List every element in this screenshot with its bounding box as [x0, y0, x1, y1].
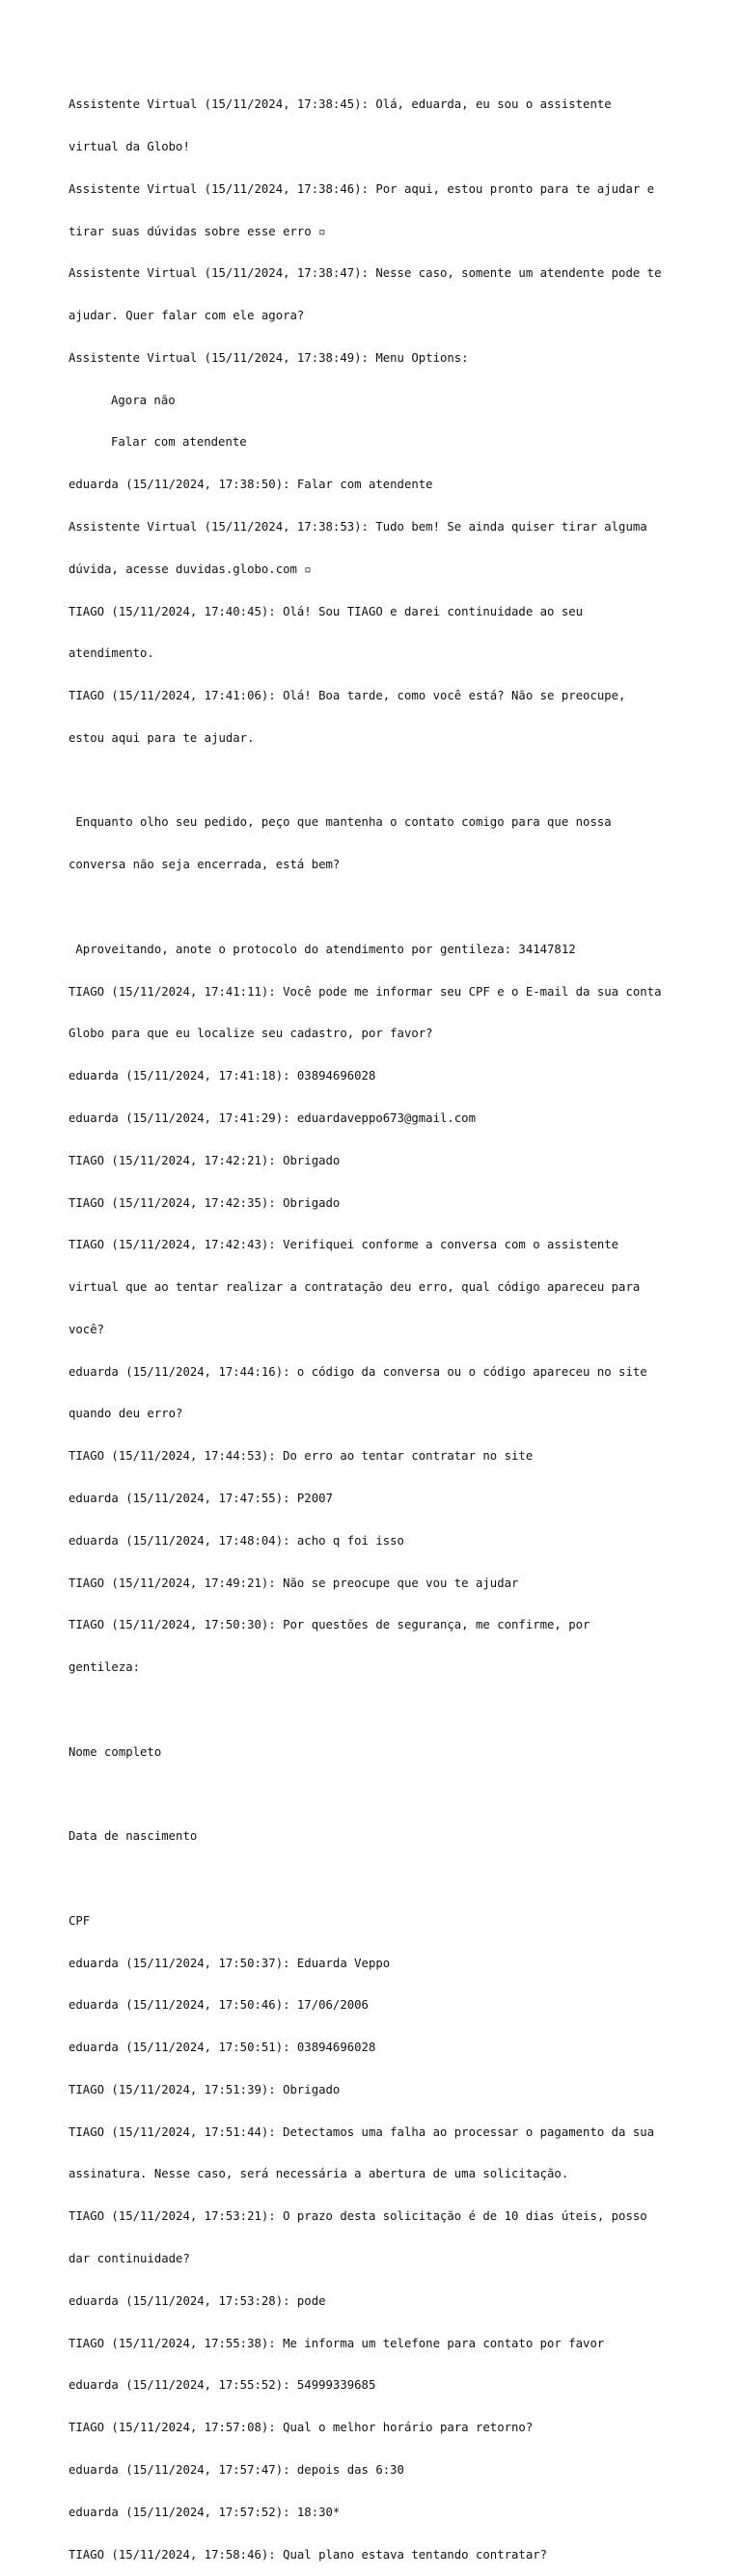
- transcript-line: TIAGO (15/11/2024, 17:41:06): Olá! Boa tarde, como você está? Não se preocupe,: [69, 689, 626, 703]
- transcript-line: assinatura. Nesse caso, será necessária a abertura de uma solicitação.: [69, 2167, 569, 2181]
- transcript-line: TIAGO (15/11/2024, 17:42:35): Obrigado: [69, 1195, 341, 1210]
- transcript-line: eduarda (15/11/2024, 17:57:52): 18:30*: [69, 2505, 341, 2519]
- transcript-line: eduarda (15/11/2024, 17:48:04): acho q foi isso: [69, 1533, 404, 1548]
- transcript-line: virtual que ao tentar realizar a contratação deu erro, qual código apareceu para: [69, 1280, 641, 1295]
- blank-line: [69, 900, 686, 915]
- transcript-line: eduarda (15/11/2024, 17:50:51): 03894696028: [69, 2041, 376, 2055]
- transcript-line: eduarda (15/11/2024, 17:57:47): depois das 6:30: [69, 2462, 404, 2477]
- transcript-line: estou aqui para te ajudar.: [69, 730, 255, 745]
- transcript-line: Assistente Virtual (15/11/2024, 17:38:45): Olá, eduarda, eu sou o assistente: [69, 97, 612, 112]
- transcript-line: eduarda (15/11/2024, 17:41:18): 03894696028: [69, 1069, 376, 1083]
- transcript-line: eduarda (15/11/2024, 17:44:16): o código da conversa ou o código apareceu no site: [69, 1364, 647, 1379]
- transcript-line: eduarda (15/11/2024, 17:47:55): P2007: [69, 1491, 333, 1505]
- menu-option-agora-nao: Agora não: [111, 393, 176, 407]
- transcript-line: TIAGO (15/11/2024, 17:40:45): Olá! Sou TIAGO e darei continuidade ao seu: [69, 604, 584, 618]
- transcript-line: TIAGO (15/11/2024, 17:58:46): Qual plano estava tentando contratar?: [69, 2547, 548, 2562]
- transcript-line: dar continuidade?: [69, 2252, 190, 2266]
- chat-transcript: [69, 69, 686, 2576]
- transcript-line: gentileza:: [69, 1660, 141, 1675]
- transcript-line: TIAGO (15/11/2024, 17:55:38): Me informa um telefone para contato por favor: [69, 2336, 605, 2350]
- transcript-line: quando deu erro?: [69, 1407, 183, 1421]
- transcript-line: eduarda (15/11/2024, 17:38:50): Falar com atendente: [69, 478, 433, 492]
- transcript-line: Data de nascimento: [69, 1829, 198, 1844]
- transcript-line: atendimento.: [69, 646, 154, 661]
- transcript-line: eduarda (15/11/2024, 17:55:52): 54999339685: [69, 2378, 376, 2393]
- transcript-line: você?: [69, 1322, 105, 1336]
- transcript-line: Assistente Virtual (15/11/2024, 17:38:46): Por aqui, estou pronto para te ajudar e: [69, 181, 655, 196]
- transcript-line: eduarda (15/11/2024, 17:50:46): 17/06/2006: [69, 1998, 369, 2013]
- transcript-line: conversa não seja encerrada, está bem?: [69, 858, 341, 872]
- blank-line: [69, 1787, 686, 1801]
- transcript-line: TIAGO (15/11/2024, 17:44:53): Do erro ao tentar contratar no site: [69, 1449, 534, 1464]
- transcript-line: TIAGO (15/11/2024, 17:57:08): Qual o melhor horário para retorno?: [69, 2421, 534, 2435]
- blank-line: [69, 1872, 686, 1886]
- transcript-line: tirar suas dúvidas sobre esse erro ▫: [69, 224, 326, 238]
- transcript-line: CPF: [69, 1913, 91, 1928]
- transcript-line: Nome completo: [69, 1744, 162, 1759]
- blank-line: [69, 774, 686, 788]
- transcript-line: TIAGO (15/11/2024, 17:51:44): Detectamos uma falha ao processar o pagamento da sua: [69, 2124, 655, 2139]
- transcript-line: TIAGO (15/11/2024, 17:49:21): Não se preocupe que vou te ajudar: [69, 1576, 519, 1590]
- menu-option-falar-com-atendente: Falar com atendente: [111, 435, 247, 450]
- protocol-line: Aproveitando, anote o protocolo do atendimento por gentileza: 34147812: [69, 942, 576, 956]
- transcript-line: Globo para que eu localize seu cadastro, por favor?: [69, 1027, 433, 1041]
- transcript-line: eduarda (15/11/2024, 17:53:28): pode: [69, 2293, 326, 2308]
- transcript-line: TIAGO (15/11/2024, 17:51:39): Obrigado: [69, 2082, 341, 2096]
- transcript-line: eduarda (15/11/2024, 17:50:37): Eduarda Veppo: [69, 1956, 391, 1970]
- transcript-line: Enquanto olho seu pedido, peço que mantenha o contato comigo para que nossa: [69, 815, 612, 830]
- transcript-line: Assistente Virtual (15/11/2024, 17:38:53): Tudo bem! Se ainda quiser tirar alguma: [69, 520, 647, 534]
- transcript-line: Assistente Virtual (15/11/2024, 17:38:49): Menu Options:: [69, 350, 469, 365]
- transcript-line: TIAGO (15/11/2024, 17:42:21): Obrigado: [69, 1153, 341, 1167]
- transcript-line: TIAGO (15/11/2024, 17:50:30): Por questões de segurança, me confirme, por: [69, 1618, 590, 1632]
- transcript-line: ajudar. Quer falar com ele agora?: [69, 309, 305, 323]
- transcript-line: dúvida, acesse duvidas.globo.com ▫: [69, 562, 312, 576]
- transcript-line: virtual da Globo!: [69, 139, 190, 153]
- transcript-line: Assistente Virtual (15/11/2024, 17:38:47): Nesse caso, somente um atendente pode te: [69, 266, 662, 281]
- transcript-line: TIAGO (15/11/2024, 17:42:43): Verifiquei conforme a conversa com o assistente: [69, 1238, 619, 1252]
- transcript-line: TIAGO (15/11/2024, 17:41:11): Você pode me informar seu CPF e o E-mail da sua conta: [69, 984, 662, 999]
- transcript-line: TIAGO (15/11/2024, 17:53:21): O prazo desta solicitação é de 10 dias úteis, posso: [69, 2209, 647, 2224]
- blank-line: [69, 1703, 686, 1717]
- transcript-line: eduarda (15/11/2024, 17:41:29): eduardaveppo673@gmail.com: [69, 1110, 476, 1125]
